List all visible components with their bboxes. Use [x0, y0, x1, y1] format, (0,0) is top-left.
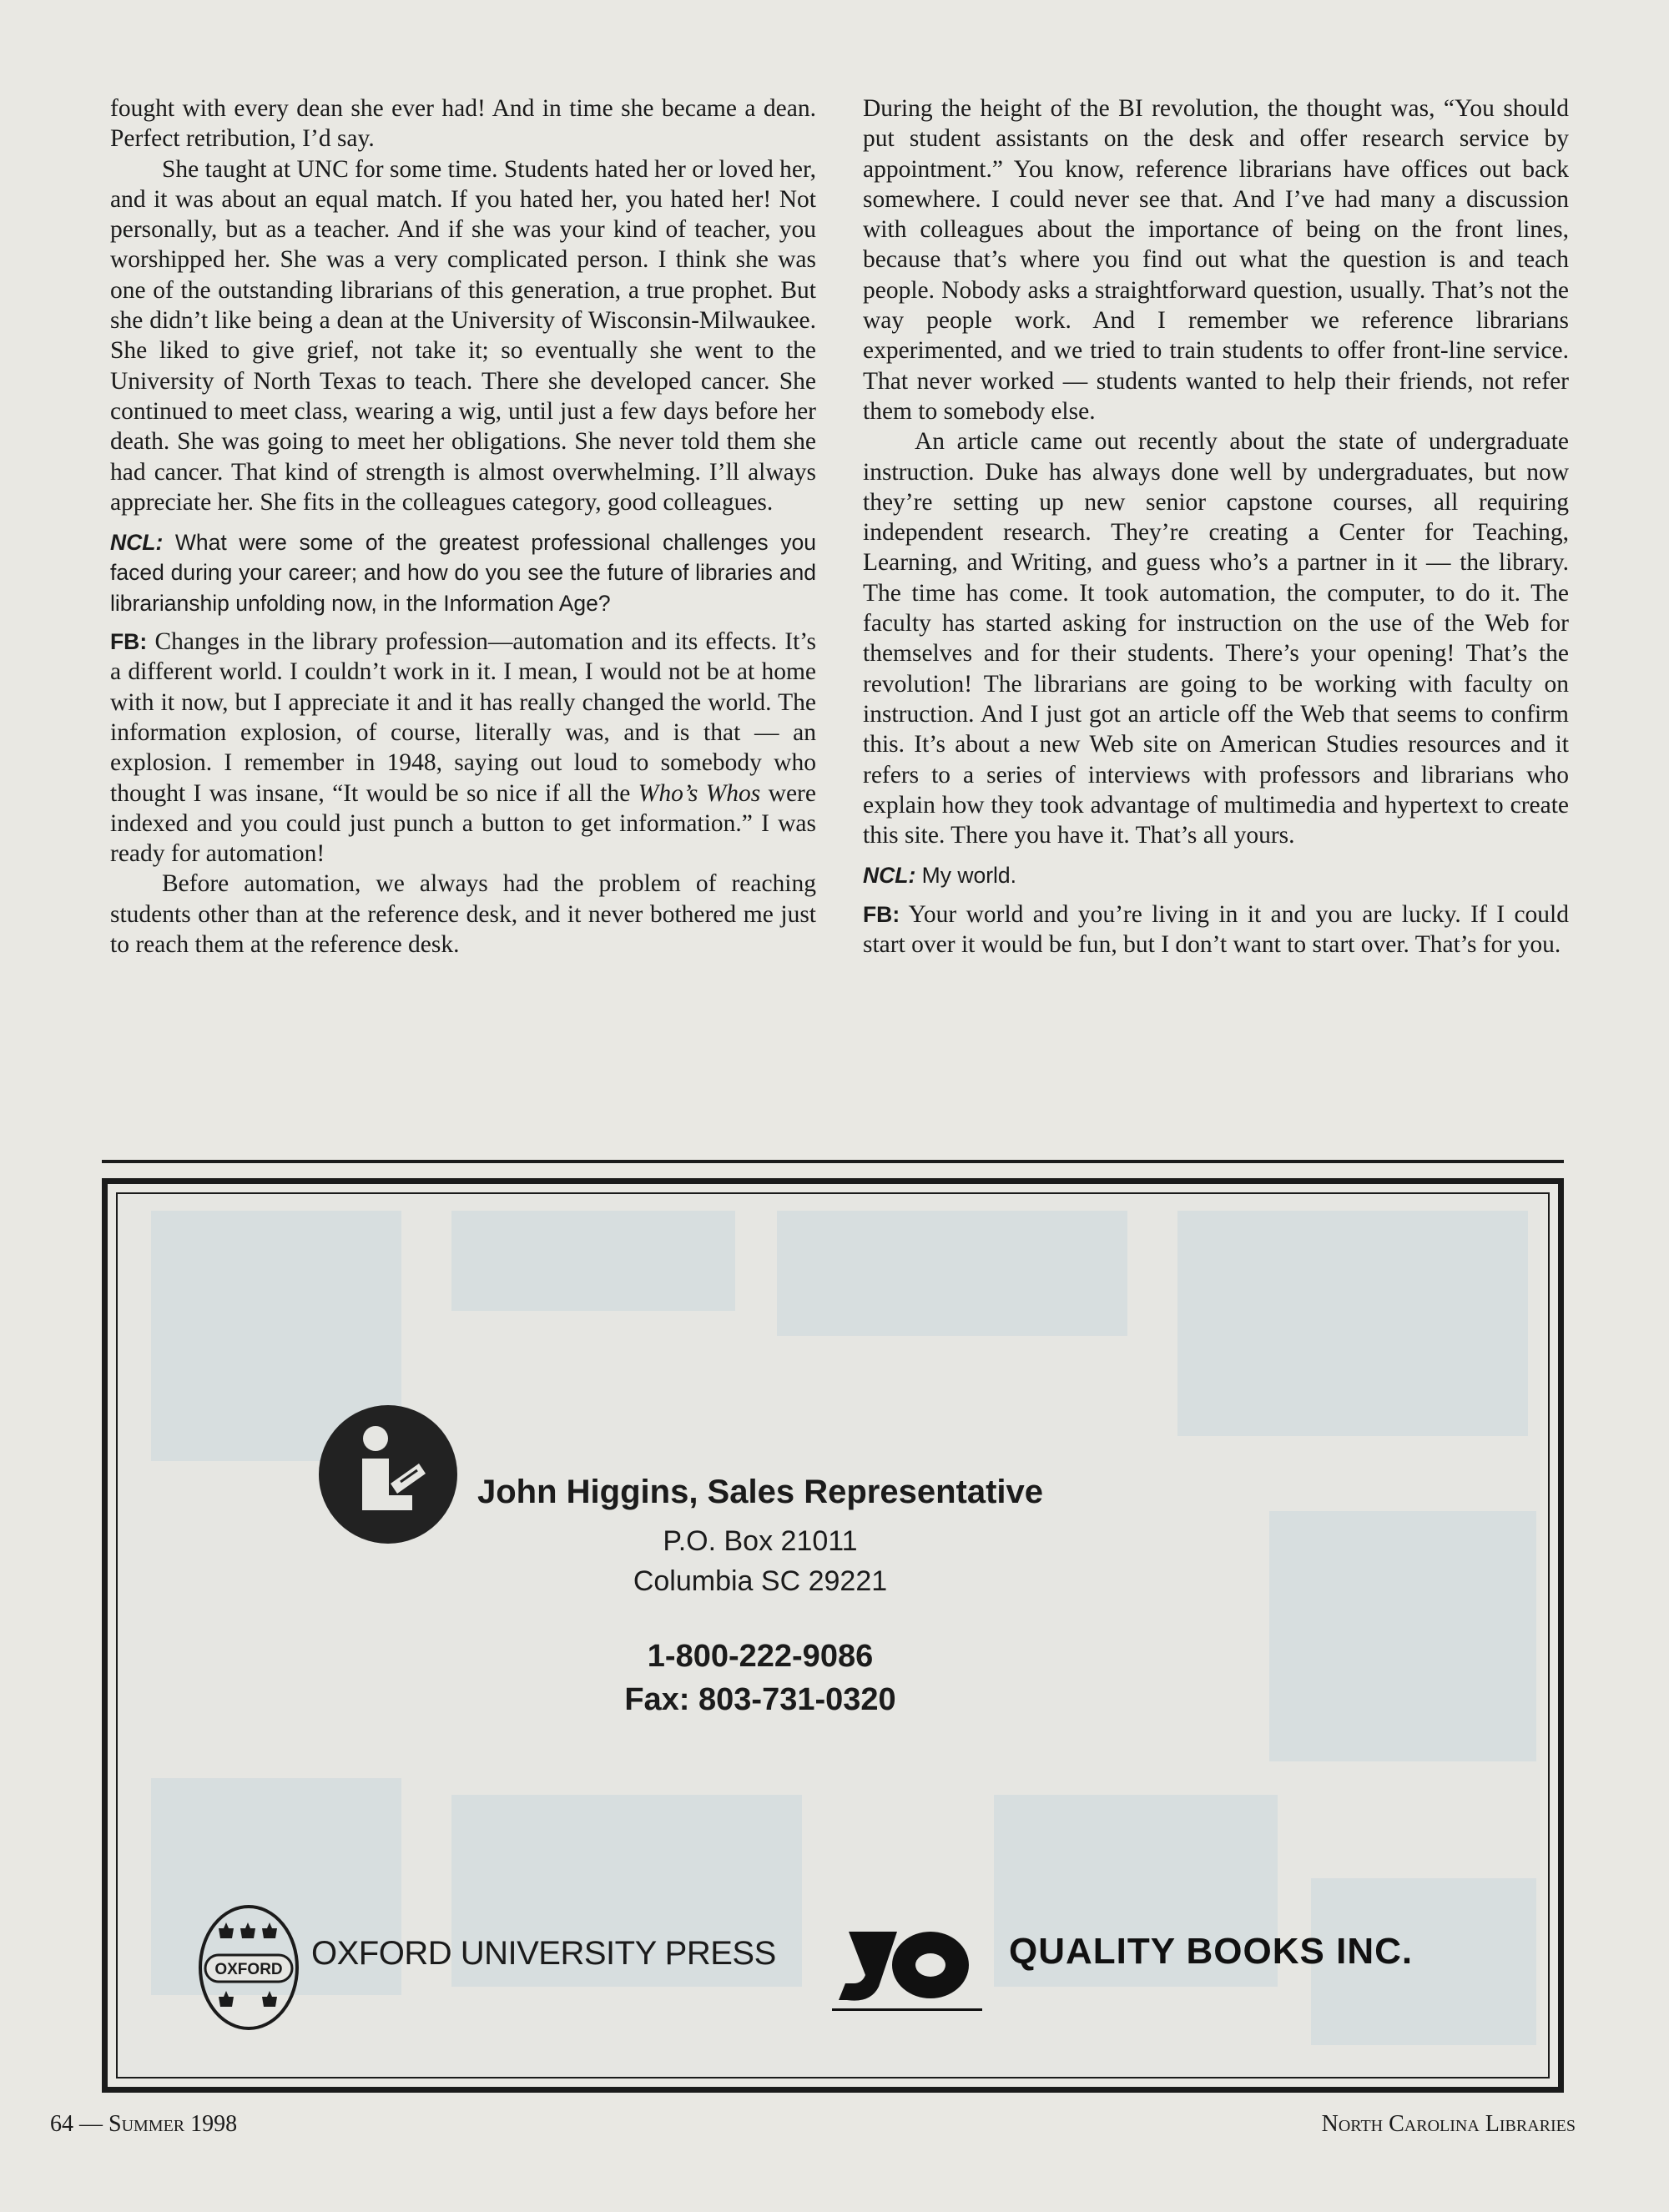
interview-answer	[863, 899, 1569, 960]
interview-question	[863, 860, 1569, 890]
answer-italic: Who’s Whos	[638, 779, 761, 807]
journal-name: North Carolina Libraries	[1321, 2111, 1576, 2137]
sales-contact	[451, 1474, 1069, 1721]
quality-books-mark-icon	[832, 1913, 982, 2013]
ncl-label: NCL:	[110, 530, 164, 556]
reader-icon	[319, 1405, 457, 1544]
oxford-mark-text: OXFORD	[214, 1961, 283, 1978]
background-photo	[451, 1211, 735, 1311]
advertisement	[102, 1178, 1564, 2093]
oup-logo	[197, 1903, 300, 2036]
question-text: My world.	[915, 863, 1017, 889]
sales-rep-name: John Higgins, Sales Representative	[477, 1474, 1043, 1510]
fb-label: FB:	[863, 901, 900, 927]
fax-number: Fax: 803-731-0320	[624, 1682, 896, 1717]
background-photo	[1269, 1511, 1536, 1761]
interview-question	[110, 527, 816, 618]
answer-text: Your world and you’re living in it and you are lucky. If I could start over it would be fun, but I don’t want to start over. That’s for you.	[863, 900, 1569, 959]
fb-label: FB:	[110, 629, 148, 655]
left-paragraph-2: She taught at UNC for some time. Students hated her or loved her, and it was about an equal match. If you hated her, you hated her! Not personally, but as a teacher. And if she was your kind of teacher, you worshipped her. She was a very complicated person. I think she was one of the outstanding librarians of this generation, a true prophet. But she didn’t like being a dean at the University of Wisconsin-Milwaukee. She liked to give grief, not take it; so eventually she went to the University of North Texas to teach. There she developed cancer. She continued to meet class, wearing a wig, until just a few days before her death. She was going to meet her obligations. She never told them she had cancer. That kind of strength is almost overwhelming. I’ll always appreciate her. She fits in the colleagues category, good colleagues.	[110, 155, 816, 516]
right-paragraph-1: During the height of the BI revolution, the thought was, “You should put student assistants on the desk and offer research service by appointment.” You know, reference librarians have offices out back somewhere. I could never see that. And I’ve had many a discussion with colleagues about the importance of being on the front lines, because that’s where you find out what the question is and teach people. Nobody asks a straightforward question, usually. That’s not the way people work. And I remember we reference librarians experimented, and we tried to train students to offer front-line service. That never worked — students wanted to help their friends, not refer them to somebody else.	[863, 95, 1569, 425]
oxford-crest-icon	[197, 1903, 300, 2032]
ncl-label: NCL:	[863, 863, 916, 889]
po-box: P.O. Box 21011	[663, 1525, 858, 1557]
phone-number: 1-800-222-9086	[647, 1639, 874, 1674]
advertisement-inner	[116, 1192, 1550, 2078]
page-number-issue: 64 — Summer 1998	[50, 2111, 238, 2137]
background-photo	[1177, 1211, 1528, 1436]
library-logo	[319, 1405, 457, 1544]
interview-answer	[110, 627, 816, 869]
right-column	[863, 93, 1569, 960]
city: Columbia SC 29221	[633, 1565, 888, 1597]
right-paragraph-2: An article came out recently about the state of undergraduate instruction. Duke has always done well by undergraduates, but now they’re setting up new senior capstone courses, all requiring independent research. They’re creating a Center for Teaching, Learning, and Writing, and guess who’s a partner in it — the library. The time has come. It took automation, the computer, to do it. The faculty has started asking for instruction on the use of the Web for themselves and for their students. There’s your opening! That’s the revolution! The librarians are going to be working with faculty on instruction. And I just got an article off the Web that seems to confirm this. It’s about a new Web site on American Studies resources and it refers to a series of interviews with professors and librarians who explain how they took advantage of multimedia and hypertext to create this site. There you have it. That’s all yours.	[863, 428, 1569, 849]
answer-text-2: were indexed and you could just punch a button to get information.” I was ready for automation!	[110, 779, 816, 868]
left-paragraph-3: Before automation, we always had the problem of reaching students other than at the reference desk, and it never bothered me just to reach them at the reference desk.	[110, 870, 816, 959]
question-text: What were some of the greatest professional challenges you faced during your career; and how do you see the future of libraries and librarianship unfolding now, in the Information Age?	[110, 530, 816, 616]
background-photo	[777, 1211, 1127, 1336]
oup-name: OXFORD UNIVERSITY PRESS	[311, 1935, 776, 1972]
qbi-logo	[832, 1913, 982, 2018]
left-paragraph-1: fought with every dean she ever had! And in time she became a dean. Perfect retribution, I’d say.	[110, 95, 816, 153]
answer-text-1: Changes in the library profession—automation and its effects. It’s a different world. I couldn’t work in it. I mean, I would not be at home with it now, but I appreciate it and it has really changed the world. The information explosion, of course, literally was, and is that — an explosion. I remember in 1948, saying out loud to somebody who thought I was insane, “It would be so nice if all the	[110, 628, 816, 807]
section-divider	[102, 1160, 1564, 1163]
qbi-name: QUALITY BOOKS INC.	[1009, 1931, 1414, 1972]
left-column	[110, 93, 816, 960]
